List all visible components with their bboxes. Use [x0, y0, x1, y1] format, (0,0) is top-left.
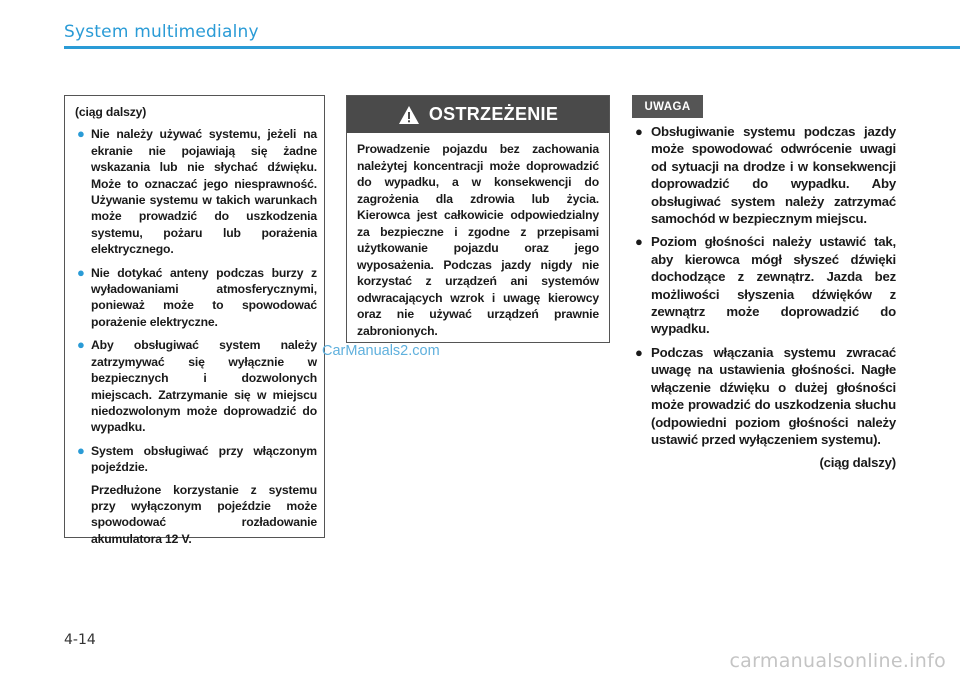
warning-triangle-icon	[398, 105, 420, 125]
list-item	[75, 443, 317, 547]
list-item	[75, 265, 317, 331]
bullet-dot-icon: ●	[77, 126, 85, 142]
warning-box	[346, 95, 610, 343]
warning-banner	[347, 96, 609, 133]
list-item-text: Nie należy używać systemu, jeżeli na ekranie nie pojawiają się żadne wskazania lub nie słychać dźwięku. Może to oznaczać jego niesprawność. Używanie systemu w takich warunkach może prowadzić do uszkodzenia systemu, pożaru lub porażenia elektrycznego.	[91, 127, 317, 257]
page-number: 4-14	[64, 632, 96, 648]
note-tag: UWAGA	[632, 95, 703, 118]
bullet-dot-icon: ●	[635, 124, 643, 139]
list-item-text: Podczas włączania systemu zwracać uwagę na ustawienia głośności. Nagłe włączenie dźwięku o dużej głośności może prowadzić do uszkodzenia słuchu (odpowiedni poziom głośności należy ustawić przed wyłączeniem systemu).	[651, 344, 896, 447]
bullet-dot-icon: ●	[635, 344, 643, 360]
list-item-text: Nie dotykać anteny podczas burzy z wyładowaniami atmosferycznymi, ponieważ może to spowodować porażenie elektryczne.	[91, 265, 317, 329]
header-divider	[64, 46, 960, 49]
bullet-dot-icon: ●	[77, 442, 85, 458]
bullet-dot-icon: ●	[77, 264, 85, 280]
continued-label: (ciąg dalszy)	[75, 105, 147, 119]
list-item-text: Poziom głośności należy ustawić tak, aby kierowca mógł słyszeć dźwięki dochodzące z zewnątrz. Jazda bez możliwości słyszenia dźwięków z zewnątrz może doprowadzić do wypadku.	[651, 234, 896, 337]
warning-text: Prowadzenie pojazdu bez zachowania należytej koncentracji może doprowadzić do wypadku, a w konsekwencji do zagrożenia dla zdrowia lub życia. Kierowca jest całkowicie odpowiedzialny za bezpieczne i zgodne z przepisami użytkowanie pojazdu oraz jego wyposażenia. Podczas jazdy nigdy nie korzystać z urządzeń ani systemów odwracających wzrok i uwagę kierowcy oraz nie używać urządzeń prawnie zabronionych.	[357, 142, 599, 338]
continued-caution-box	[64, 95, 325, 546]
section-title: System multimedialny	[64, 22, 259, 42]
list-item-text: System obsługiwać przy włączonym pojeździe.	[91, 443, 317, 475]
bullet-dot-icon: ●	[635, 234, 643, 250]
list-item	[632, 233, 896, 337]
watermark-link[interactable]: CarManuals2.com	[322, 343, 440, 359]
list-item-text: Obsługiwanie systemu podczas jazdy może spowodować odwrócenie uwagi od sytuacji na drodze i w konsekwencji doprowadzić do wypadku. Aby obsługiwać system należy zatrzymać samochód w bezpiecznym miejscu.	[651, 124, 896, 227]
bullet-dot-icon: ●	[77, 337, 85, 353]
list-item-extra-text: Przedłużone korzystanie z systemu przy wyłączonym pojeździe może spowodować rozładowanie akumulatora 12 V.	[91, 482, 317, 546]
caution-list	[75, 126, 317, 547]
list-item	[632, 123, 896, 227]
footer-watermark: carmanualsonline.info	[729, 650, 946, 672]
note-list	[632, 123, 896, 448]
list-item	[75, 337, 317, 435]
warning-banner-label: OSTRZEŻENIE	[428, 104, 559, 124]
continued-label: (ciąg dalszy)	[819, 455, 896, 471]
list-item-text: Aby obsługiwać system należy zatrzymywać się wyłącznie w bezpiecznych i dozwolonych miejscach. Zatrzymanie się w miejscu niedozwolonym może doprowadzić do wypadku.	[91, 338, 317, 435]
list-item	[632, 344, 896, 448]
note-section	[632, 123, 896, 472]
list-item	[75, 126, 317, 257]
